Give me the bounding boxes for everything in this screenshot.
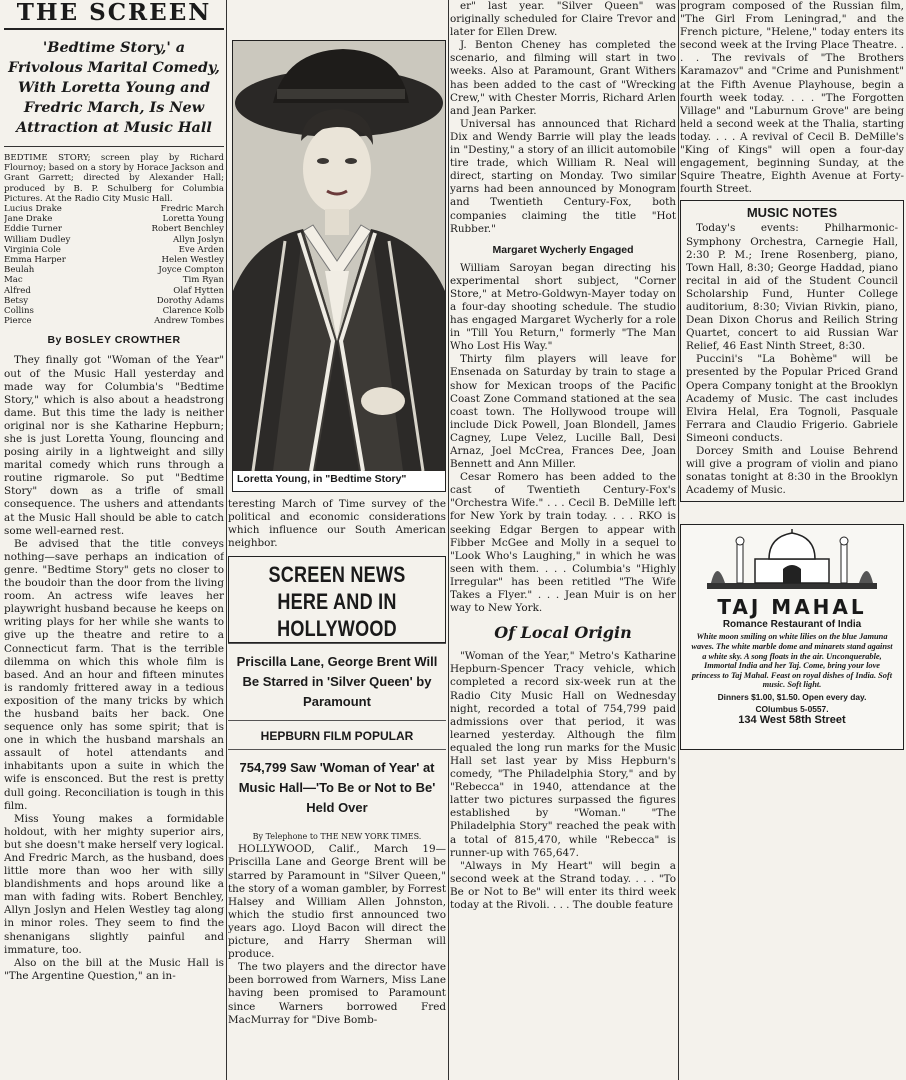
- review-headline: 'Bedtime Story,' a Frivolous Marital Comedy, With Loretta Young and Fredric March, Is New Attraction at Music Hall: [4, 30, 224, 147]
- local-continuation: program composed of the Russian film, "The Girl From Leningrad," and the French picture, "Helene," today enters its second week at the Irving Place Theatre. . . . The revivals of "The Brothers Karamazov" and "Crime and Punishment" at the Fifth Avenue Playhouse, begin a fourth week today. . . . "The Forgotten Village" and "Laburnum Grove" are being held a second week at the Thalia, starting today. . . . A revival of Cecil B. DeMille's "King of Kings" will open a four-day engagement, beginning Sunday, at the Squire Theatre, Eighth Avenue at Forty-fourth Street.: [680, 0, 904, 196]
- ad-body: White moon smiling on white lilies on the blue Jamuna waves. The white marble dome and minarets stand against a white sky. A song floats in the air. Unconquerable, Immortal India and her Taj. Come, bring your love princess to Taj Mahal. Feast on royal dishes of India. Soft music. Soft light.: [691, 632, 893, 690]
- paragraph: Today's events: Philharmonic-Symphony Orchestra, Carnegie Hall, 2:30 P. M.; Irene Rosenberg, piano, Town Hall, 8:30; George Haddad, piano recital in aid of the Student Council Scholarship Fund, Hunter College auditorium, 8:30; Vivian Rivkin, piano, Dean Dixon Chorus and Reilich String Quartet, concert to aid Russian War Relief, 46 East Ninth Street, 8:30.: [686, 222, 898, 353]
- paragraph: William Saroyan began directing his experimental short subject, "Corner Store," at Metro-Goldwyn-Mayer today on a four-day shooting schedule. The studio has engaged Margaret Wycherly for a role in "Till You Return," formerly "The Man Who Lost His Way.": [450, 261, 676, 353]
- cast-actor: Tim Ryan: [182, 275, 224, 286]
- photo-news-column: [228, 0, 446, 1080]
- ad-phone: COlumbus 5-0557.: [755, 703, 829, 714]
- review-continuation: teresting March of Time survey of the political and economic considerations which influence our South American neighbor.: [228, 498, 446, 550]
- cast-role: Alfred: [4, 285, 31, 296]
- paragraph: er" last year. "Silver Queen" was originally scheduled for Claire Trevor and later for Ellen Drew.: [450, 0, 676, 39]
- masthead: THE SCREEN: [4, 0, 224, 30]
- local-origin-body: [450, 650, 676, 912]
- cast-row: [4, 286, 224, 296]
- paragraph: The two players and the director have been borrowed from Warners, Miss Lane having been promised to Paramount since Warners borrowed Fred MacMurray for "Dive Bomb-: [228, 961, 446, 1026]
- cast-role: Betsy: [4, 295, 29, 306]
- local-origin-headline: Of Local Origin: [494, 623, 632, 643]
- cast-role: Lucius Drake: [4, 204, 62, 215]
- cast-role: Beulah: [4, 265, 35, 276]
- cast-actor: Dorothy Adams: [156, 295, 224, 306]
- news-subhead: HEPBURN FILM POPULAR: [228, 720, 446, 743]
- cast-role: Pierce: [4, 316, 32, 327]
- cast-actor: Fredric March: [160, 204, 224, 215]
- cast-actor: Eve Arden: [178, 244, 224, 255]
- news-headline-box: [228, 556, 446, 643]
- cast-role: Jane Drake: [4, 214, 53, 225]
- cast-role: Collins: [4, 306, 34, 317]
- paragraph: Dorcey Smith and Louise Behrend will give a program of violin and piano sonatas tonight at 8:30 in the Brooklyn Academy of Music.: [686, 445, 898, 497]
- notes-column: [680, 0, 904, 1080]
- paragraph: Miss Young makes a formidable holdout, with her mighty superior airs, but she doesn't make herself very logical. And Fredric March, as the husband, does little more than woo her with silly blandishments and hops around like a man with fading wits. Robert Benchley, Allyn Joslyn and Helen Westley tag along in minor roles. They seem to find the shenanigans slightly painful and immature, too.: [4, 812, 224, 956]
- telegraph-line: By Telephone to THE NEW YORK TIMES.: [252, 832, 422, 842]
- cast-row: [4, 224, 224, 234]
- cast-actor: Clarence Kolb: [162, 306, 224, 317]
- news-body-mid: [450, 262, 676, 616]
- cast-list: [4, 204, 224, 326]
- paragraph: Also on the bill at the Music Hall is "The Argentine Question," an in-: [4, 956, 224, 982]
- film-credits: [4, 147, 224, 326]
- cast-role: Virginia Cole: [4, 244, 61, 255]
- music-notes-title: MUSIC NOTES: [746, 205, 838, 221]
- column-rule: [226, 0, 227, 1080]
- news-body: [228, 843, 446, 1026]
- ad-subtitle: Romance Restaurant of India: [722, 619, 862, 631]
- cast-row: [4, 214, 224, 224]
- cast-row: [4, 265, 224, 275]
- cast-row: [4, 296, 224, 306]
- cast-actor: Allyn Joslyn: [173, 234, 224, 245]
- cast-actor: Helen Westley: [161, 255, 224, 266]
- cast-row: [4, 255, 224, 265]
- ad-restaurant-name: TAJ MAHAL: [717, 595, 867, 620]
- cast-role: Mac: [4, 275, 23, 286]
- music-notes-box: [680, 200, 904, 502]
- news-column: [450, 0, 676, 1080]
- news-body-top: [450, 0, 676, 236]
- music-notes-body: [686, 222, 898, 497]
- paragraph: Cesar Romero has been added to the cast of Twentieth Century-Fox's "Orchestra Wife." . . . Cecil B. DeMille left for New York by train today. . . . RKO is seeking Edgar Bergen to appear with Fibber McGee and Molly in a sequel to "Look Who's Laughing," in which he was seen with them. . . . Columbia's "Highly Irregular" has been retitled "The Wife Takes a Flyer." . . . Jean Muir is on her way to New York.: [450, 471, 676, 615]
- cast-row: [4, 245, 224, 255]
- cast-actor: Joyce Compton: [158, 265, 224, 276]
- portrait-illustration: [233, 41, 445, 471]
- cast-actor: Loretta Young: [162, 214, 224, 225]
- paragraph: Thirty film players will leave for Ensenada on Saturday by train to stage a show for Mexican troops of the Pacific Coast Zone Command stationed at the sea coast town. The Hollywood troupe will include Dick Powell, Joan Blondell, James Cagney, Lupe Velez, Lucille Ball, Desi Arnaz, Joel McCrea, Frances Dee, Joan Bennett and Ann Miller.: [450, 353, 676, 471]
- paragraph: "Always in My Heart" will begin a second week at the Strand today. . . . "To Be or Not to Be" will enter its third week today at the Rivoli. . . . The double feature: [450, 859, 676, 911]
- review-column: [4, 0, 224, 1080]
- byline: By BOSLEY CROWTHER: [47, 334, 181, 347]
- cast-row: [4, 235, 224, 245]
- paragraph: Universal has announced that Richard Dix and Wendy Barrie will play the leads in "Destiny," a story of an illicit automobile tire trade, which William R. Neal will direct, starting on Monday. Two similar yarns had been announced by Monogram and Twentieth Century-Fox, both companies claiming the title "Hot Rubber.": [450, 117, 676, 235]
- column-rule: [448, 0, 449, 1080]
- cast-actor: Robert Benchley: [151, 224, 224, 235]
- cast-role: Eddie Turner: [4, 224, 62, 235]
- paragraph: "Woman of the Year," Metro's Katharine Hepburn-Spencer Tracy vehicle, which completed a record six-week run at the Radio City Music Hall on Wednesday night, recorded a total of 754,799 paid admissions over that period, it was learned yesterday. Although the film equaled the long run marks for the Music Hall set last year by Miss Hepburn's comedy, "The Philadelphia Story," and by "Rebecca" in 1940, attendance at the latter two pictures surpassed the figures established by "Woman." "The Philadelphia Story" reached the peak with a total of 815,470, while "Rebecca" is runner-up with 765,647.: [450, 650, 676, 859]
- cast-row: [4, 316, 224, 326]
- paragraph: They finally got "Woman of the Year" out of the Music Hall yesterday and made way for Columbia's "Bedtime Story," which is also about a headstrong dame. But this time the lady is neither original nor is she Katharine Hepburn; she is just Loretta Young, flouncing and posing airily in a lightweight and silly marital comedy which runs through a routine rigmarole. So put "Bedtime Story" down as a trifle of small consequence. The ushers and attendants at the Music Hall should be able to catch some well-earned rest.: [4, 354, 224, 537]
- paragraph: Be advised that the title conveys nothing—save perhaps an indication of genre. "Bedtime Story" gets no closer to the boudoir than the door from the living room. An actress wife leaves her playwright husband because he keeps on writing plays for her while she wants to give up the theatre and retire to a Connecticut farm. That is the terrible dilemma on which this whole film is based. And an hour and fifteen minutes is randomly frittered away in a tedious exposition of the many tricks by which the husband baits her back. One sequence only has some spirit; that is one in which the husband marshals an assault of hotel attendants and inhabitants upon a suite in which the wife is ensconced. But the rest is pretty dull going. Reconciliation is tough in this film.: [4, 537, 224, 812]
- cast-row: [4, 275, 224, 285]
- paragraph: HOLLYWOOD, Calif., March 19—Priscilla Lane and George Brent will be starred by Paramount in "Silver Queen," the story of a woman gambler, by Forrest Halsey and William Allen Johnston, which the studio first announced two years ago. Lloyd Bacon will direct the picture, and Harry Sherman will produce.: [228, 843, 446, 961]
- cast-role: Emma Harper: [4, 255, 66, 266]
- news-deck-2: 754,799 Saw 'Woman of Year' at Music Hall—'To Be or Not to Be' Held Over: [228, 749, 446, 826]
- cast-actor: Andrew Tombes: [154, 316, 224, 327]
- film-still-photo: [232, 40, 446, 492]
- cast-actor: Olaf Hytten: [173, 285, 224, 296]
- cast-row: [4, 204, 224, 214]
- column-rule: [678, 0, 679, 1080]
- paragraph: J. Benton Cheney has completed the scenario, and filming will start in two weeks. Also at Paramount, Grant Withers has been added to the cast of "Wrecking Crew," with Chester Morris, Richard Arlen and Jean Parker.: [450, 39, 676, 117]
- photo-caption: Loretta Young, in "Bedtime Story": [237, 473, 407, 485]
- ad-prices: Dinners $1.00, $1.50. Open every day.: [717, 691, 867, 702]
- ad-address: 134 West 58th Street: [738, 713, 846, 726]
- cast-role: William Dudley: [4, 234, 71, 245]
- review-body: [4, 354, 224, 983]
- news-deck-1: Priscilla Lane, George Brent Will Be Starred in 'Silver Queen' by Paramount: [228, 643, 446, 720]
- taj-mahal-icon: [707, 529, 877, 589]
- news-subhead-wycherly: Margaret Wycherly Engaged: [492, 243, 634, 256]
- taj-mahal-ad: [680, 524, 904, 750]
- credits-intro: BEDTIME STORY; screen play by Richard Flournoy; based on a story by Horace Jackson and Grant Garrett; directed by Alexander Hall; produced by B. P. Schulberg for Columbia Pictures. At the Radio City Music Hall.: [4, 153, 224, 204]
- paragraph: Puccini's "La Bohème" will be presented by the Popular Priced Grand Opera Company tonight at the Brooklyn Academy of Music. The cast includes Elvira Helal, Era Tognoli, Pasquale Ferrara and Claudio Frigerio. Gabriele Simeoni conducts.: [686, 353, 898, 444]
- cast-row: [4, 306, 224, 316]
- news-headline: SCREEN NEWS HERE AND IN HOLLYWOOD: [268, 562, 406, 642]
